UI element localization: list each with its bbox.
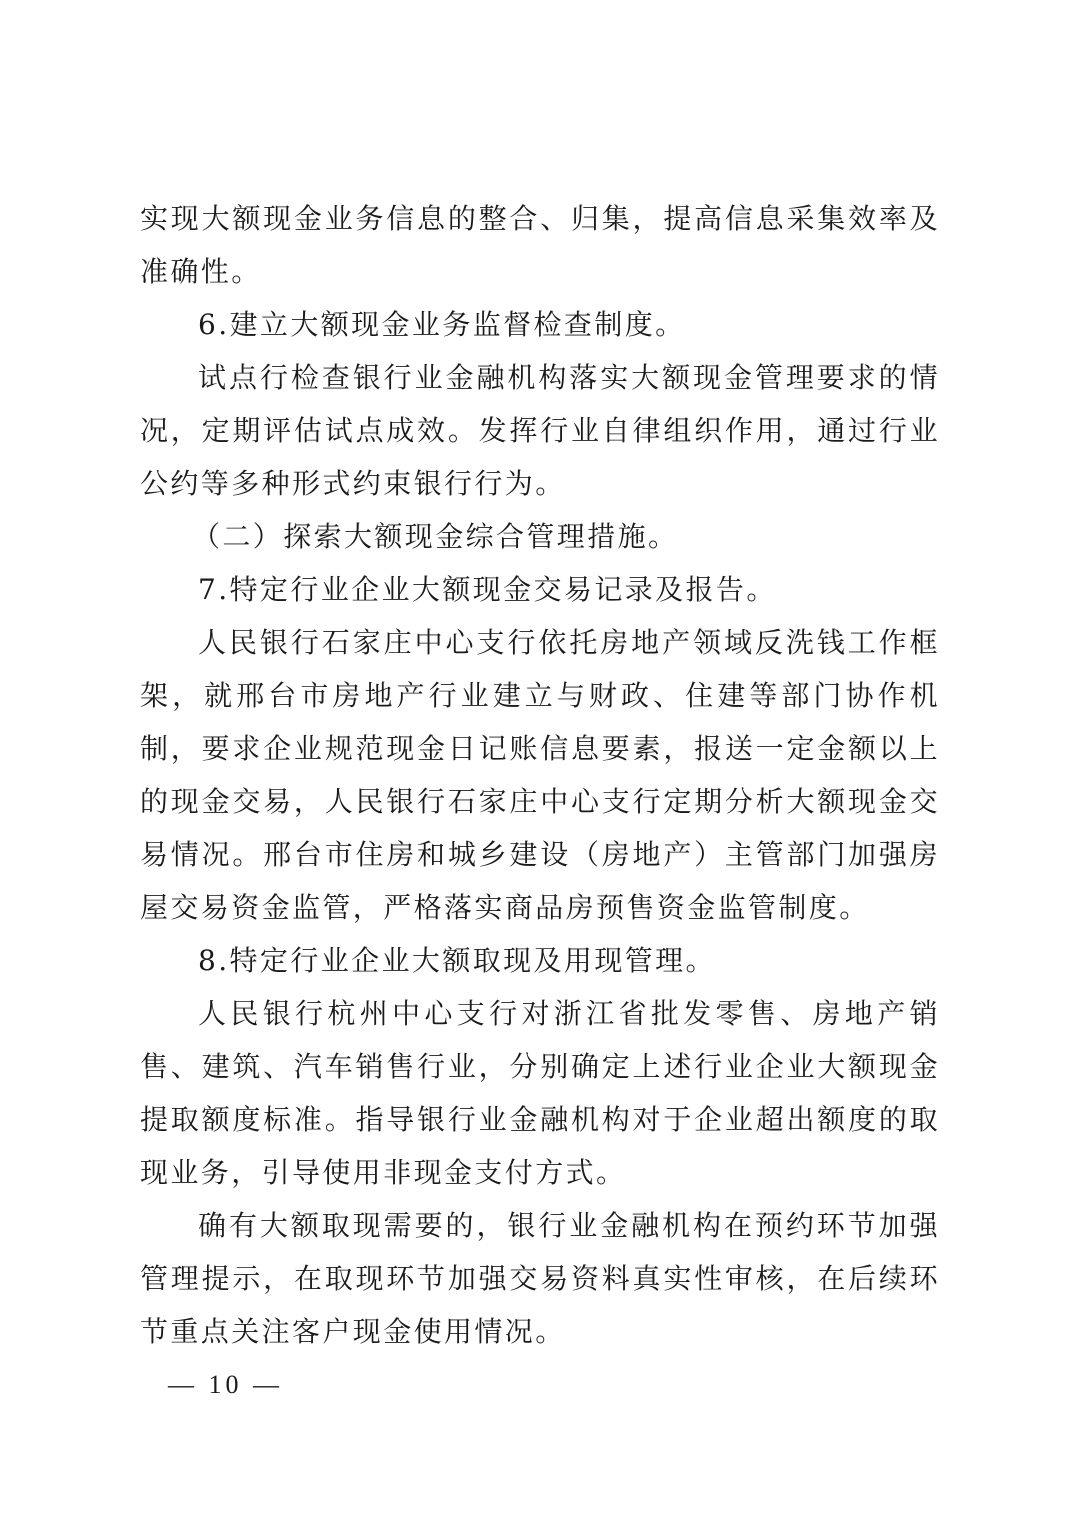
paragraph-hangzhou: 人民银行杭州中心支行对浙江省批发零售、房地产销售、建筑、汽车销售行业，分别确定上述行业企业大额现金提取额度标准。指导银行业金融机构对于企业超出额度的取现业务，引导使用非现金支付方式。 bbox=[140, 997, 940, 1189]
subsection-heading-2: （二）探索大额现金综合管理措施。 bbox=[192, 520, 679, 553]
paragraph-shijiazhuang: 人民银行石家庄中心支行依托房地产领域反洗钱工作框架，就邢台市房地产行业建立与财政、住建等部门协作机制，要求企业规范现金日记账信息要素，报送一定金额以上的现金交易，人民银行石家庄中心支行定期分析大额现金交易情况。邢台市住房和城乡建设（房地产）主管部门加强房屋交易资金监管，严格落实商品房预售资金监管制度。 bbox=[140, 626, 940, 924]
paragraph-withdrawal: 确有大额取现需要的，银行业金融机构在预约环节加强管理提示，在取现环节加强交易资料真实性审核，在后续环节重点关注客户现金使用情况。 bbox=[140, 1209, 940, 1348]
section-heading-8: 8.特定行业企业大额取现及用现管理。 bbox=[198, 944, 716, 977]
document-body bbox=[140, 192, 940, 1358]
section-heading-6: 6.建立大额现金业务监督检查制度。 bbox=[198, 308, 686, 341]
paragraph-continuation: 实现大额现金业务信息的整合、归集，提高信息采集效率及准确性。 bbox=[140, 202, 940, 288]
section-heading-7: 7.特定行业企业大额现金交易记录及报告。 bbox=[198, 573, 777, 606]
paragraph-supervision: 试点行检查银行业金融机构落实大额现金管理要求的情况，定期评估试点成效。发挥行业自律组织作用，通过行业公约等多种形式约束银行行为。 bbox=[140, 361, 940, 500]
page-number: — 10 — bbox=[168, 1370, 283, 1399]
